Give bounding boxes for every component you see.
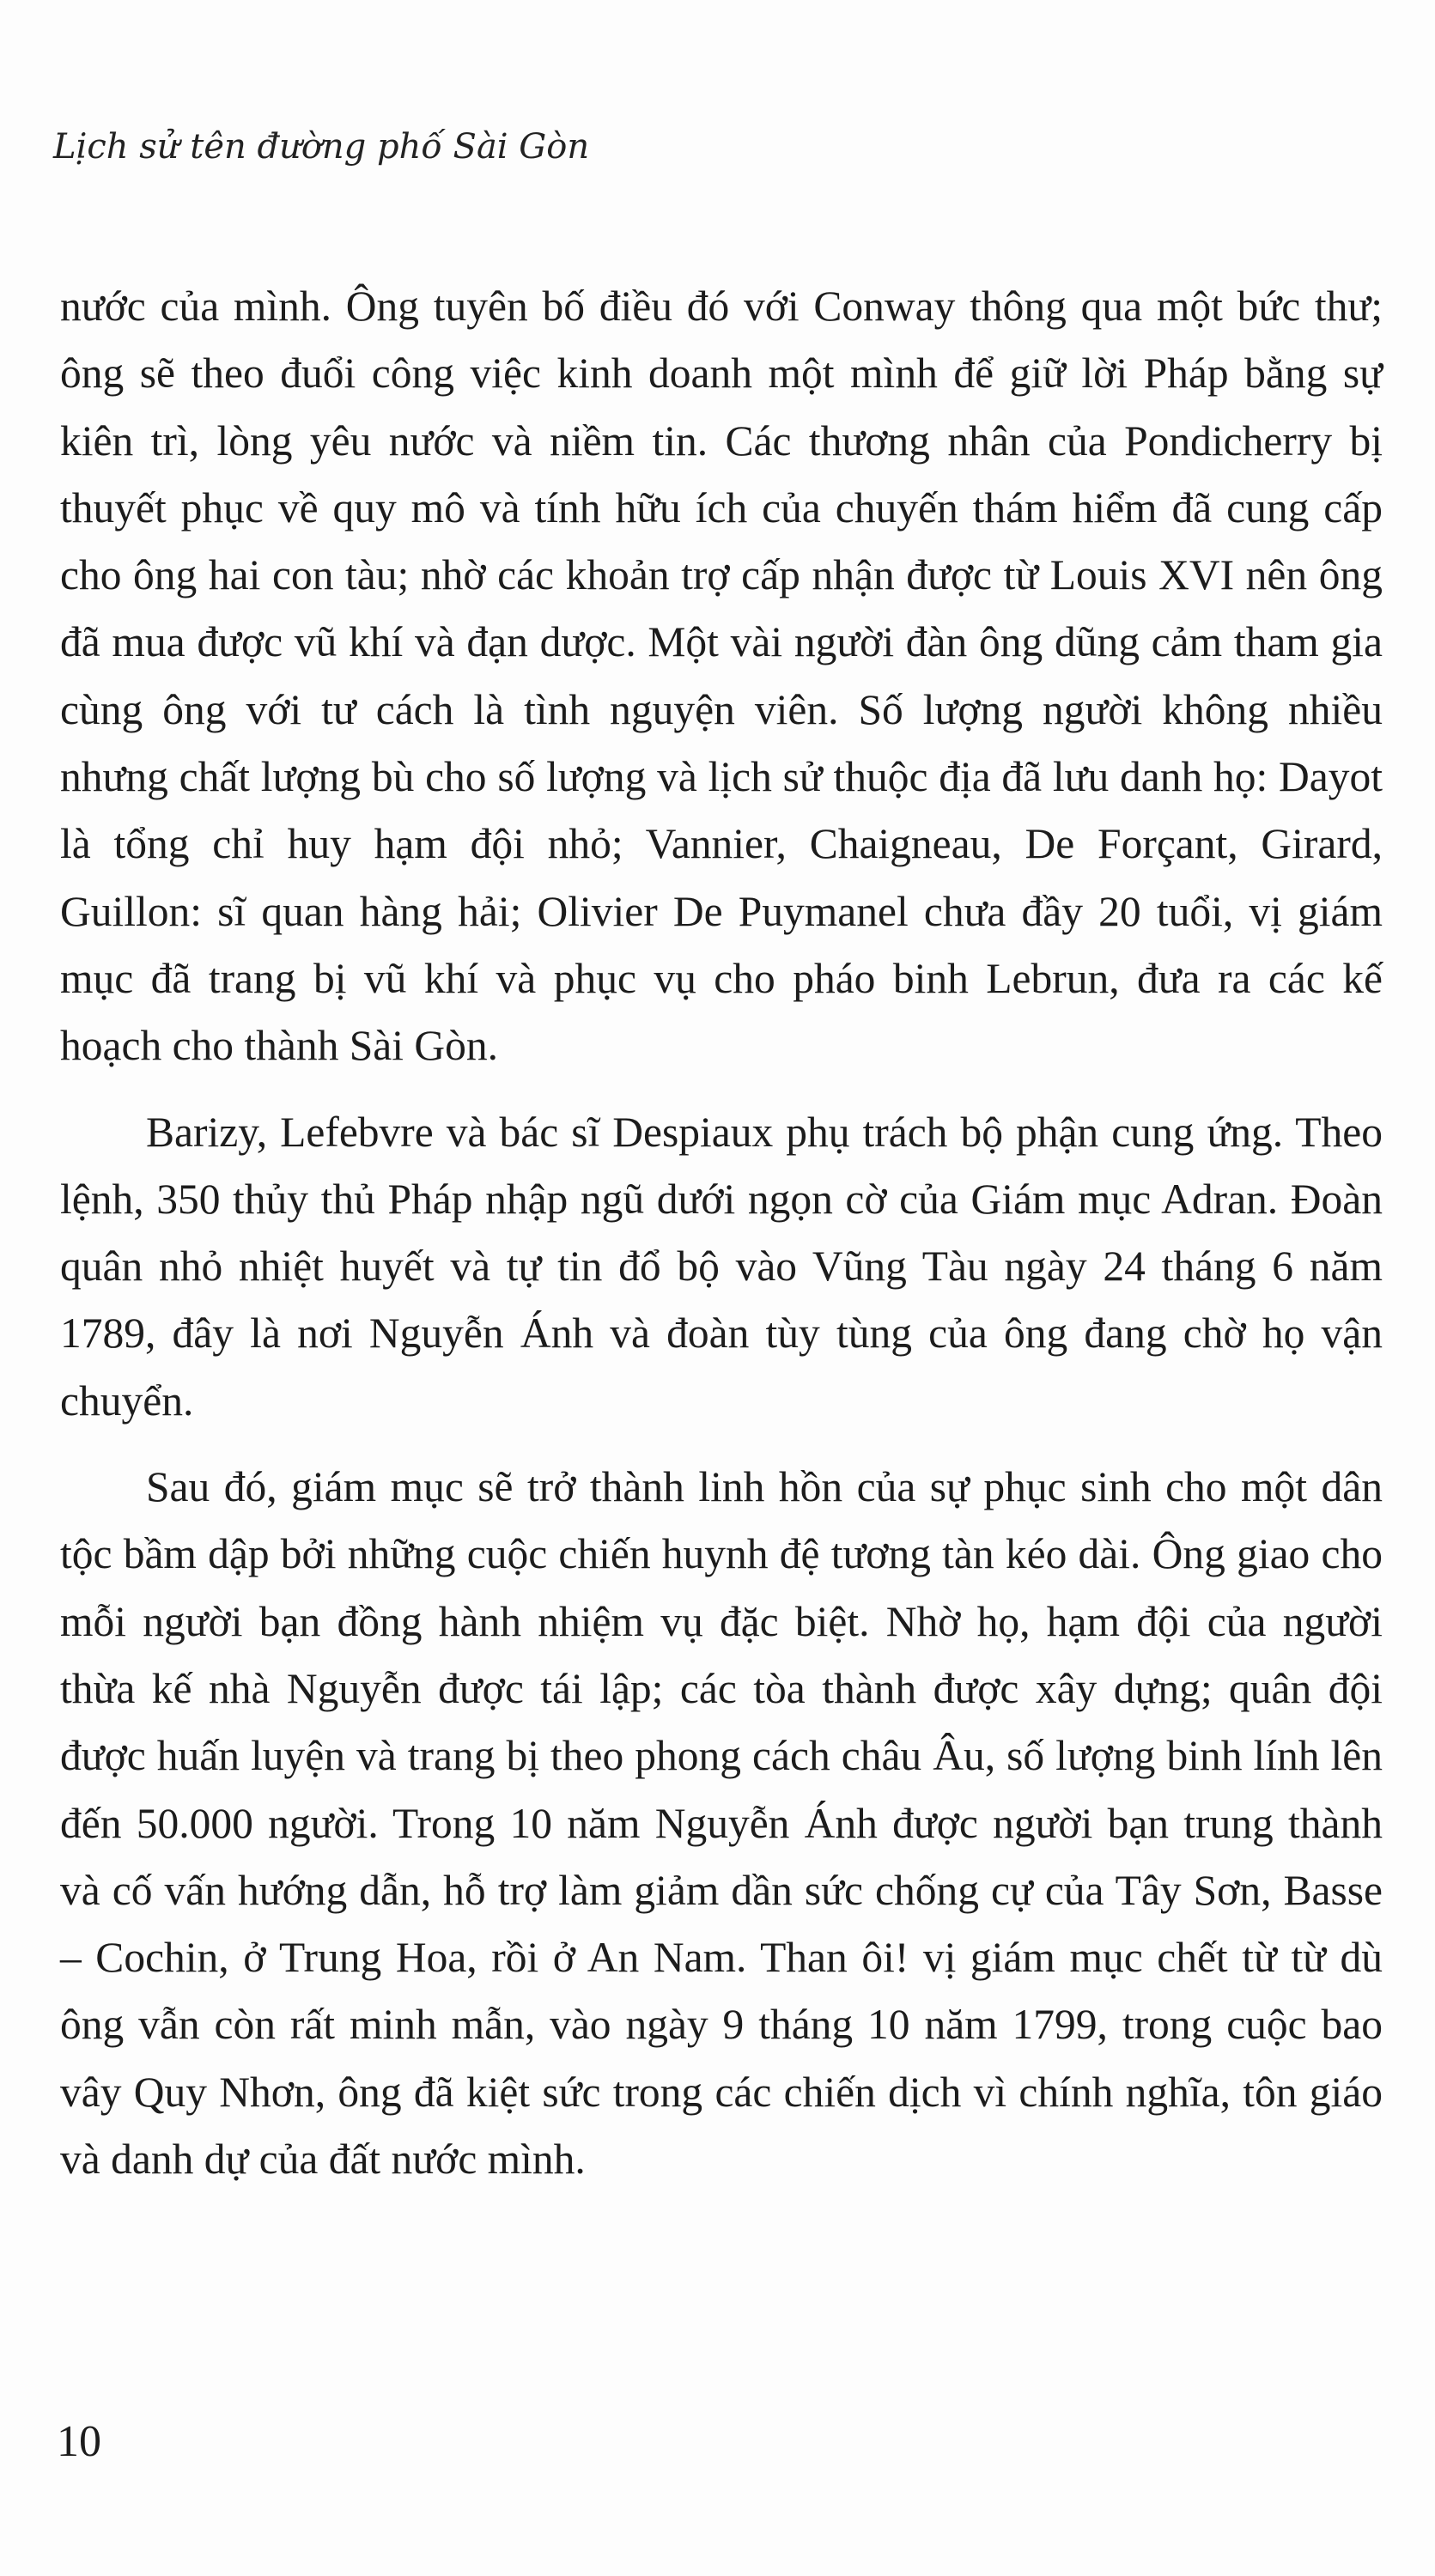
page-number: 10 bbox=[57, 2417, 101, 2466]
paragraph: Sau đó, giám mục sẽ trở thành linh hồn của sự phục sinh cho một dân tộc bầm dập bởi những cuộc chiến huynh đệ tương tàn kéo dài. Ông giao cho mỗi người bạn đồng hành nhiệm vụ đặc biệt. Nhờ họ, hạm đội của người thừa kế nhà Nguyễn được tái lập; các tòa thành được xây dựng; quân đội được huấn luyện và trang bị theo phong cách châu Âu, số lượng binh lính lên đến 50.000 người. Trong 10 năm Nguyễn Ánh được người bạn trung thành và cố vấn hướng dẫn, hỗ trợ làm giảm dần sức chống cự của Tây Sơn, Basse – Cochin, ở Trung Hoa, rồi ở An Nam. Than ôi! vị giám mục chết từ từ dù ông vẫn còn rất minh mẫn, vào ngày 9 tháng 10 năm 1799, trong cuộc bao vây Quy Nhơn, ông đã kiệt sức trong các chiến dịch vì chính nghĩa, tôn giáo và danh dự của đất nước mình. bbox=[60, 1463, 1383, 2184]
body-text bbox=[60, 273, 1383, 2193]
paragraph: Barizy, Lefebvre và bác sĩ Despiaux phụ trách bộ phận cung ứng. Theo lệnh, 350 thủy thủ Pháp nhập ngũ dưới ngọn cờ của Giám mục Adran. Đoàn quân nhỏ nhiệt huyết và tự tin đổ bộ vào Vũng Tàu ngày 24 tháng 6 năm 1789, đây là nơi Nguyễn Ánh và đoàn tùy tùng của ông đang chờ họ vận chuyển. bbox=[60, 1108, 1383, 1425]
paragraph-continued: nước của mình. Ông tuyên bố điều đó với Conway thông qua một bức thư; ông sẽ theo đuổi công việc kinh doanh một mình để giữ lời Pháp bằng sự kiên trì, lòng yêu nước và niềm tin. Các thương nhân của Pondicherry bị thuyết phục về quy mô và tính hữu ích của chuyến thám hiểm đã cung cấp cho ông hai con tàu; nhờ các khoản trợ cấp nhận được từ Louis XVI nên ông đã mua được vũ khí và đạn dược. Một vài người đàn ông dũng cảm tham gia cùng ông với tư cách là tình nguyện viên. Số lượng người không nhiều nhưng chất lượng bù cho số lượng và lịch sử thuộc địa đã lưu danh họ: Dayot là tổng chỉ huy hạm đội nhỏ; Vannier, Chaigneau, De Forçant, Girard, Guillon: sĩ quan hàng hải; Olivier De Puymanel chưa đầy 20 tuổi, vị giám mục đã trang bị vũ khí và phục vụ cho pháo binh Lebrun, đưa ra các kế hoạch cho thành Sài Gòn. bbox=[60, 283, 1383, 1070]
running-header: Lịch sử tên đường phố Sài Gòn bbox=[53, 127, 590, 167]
